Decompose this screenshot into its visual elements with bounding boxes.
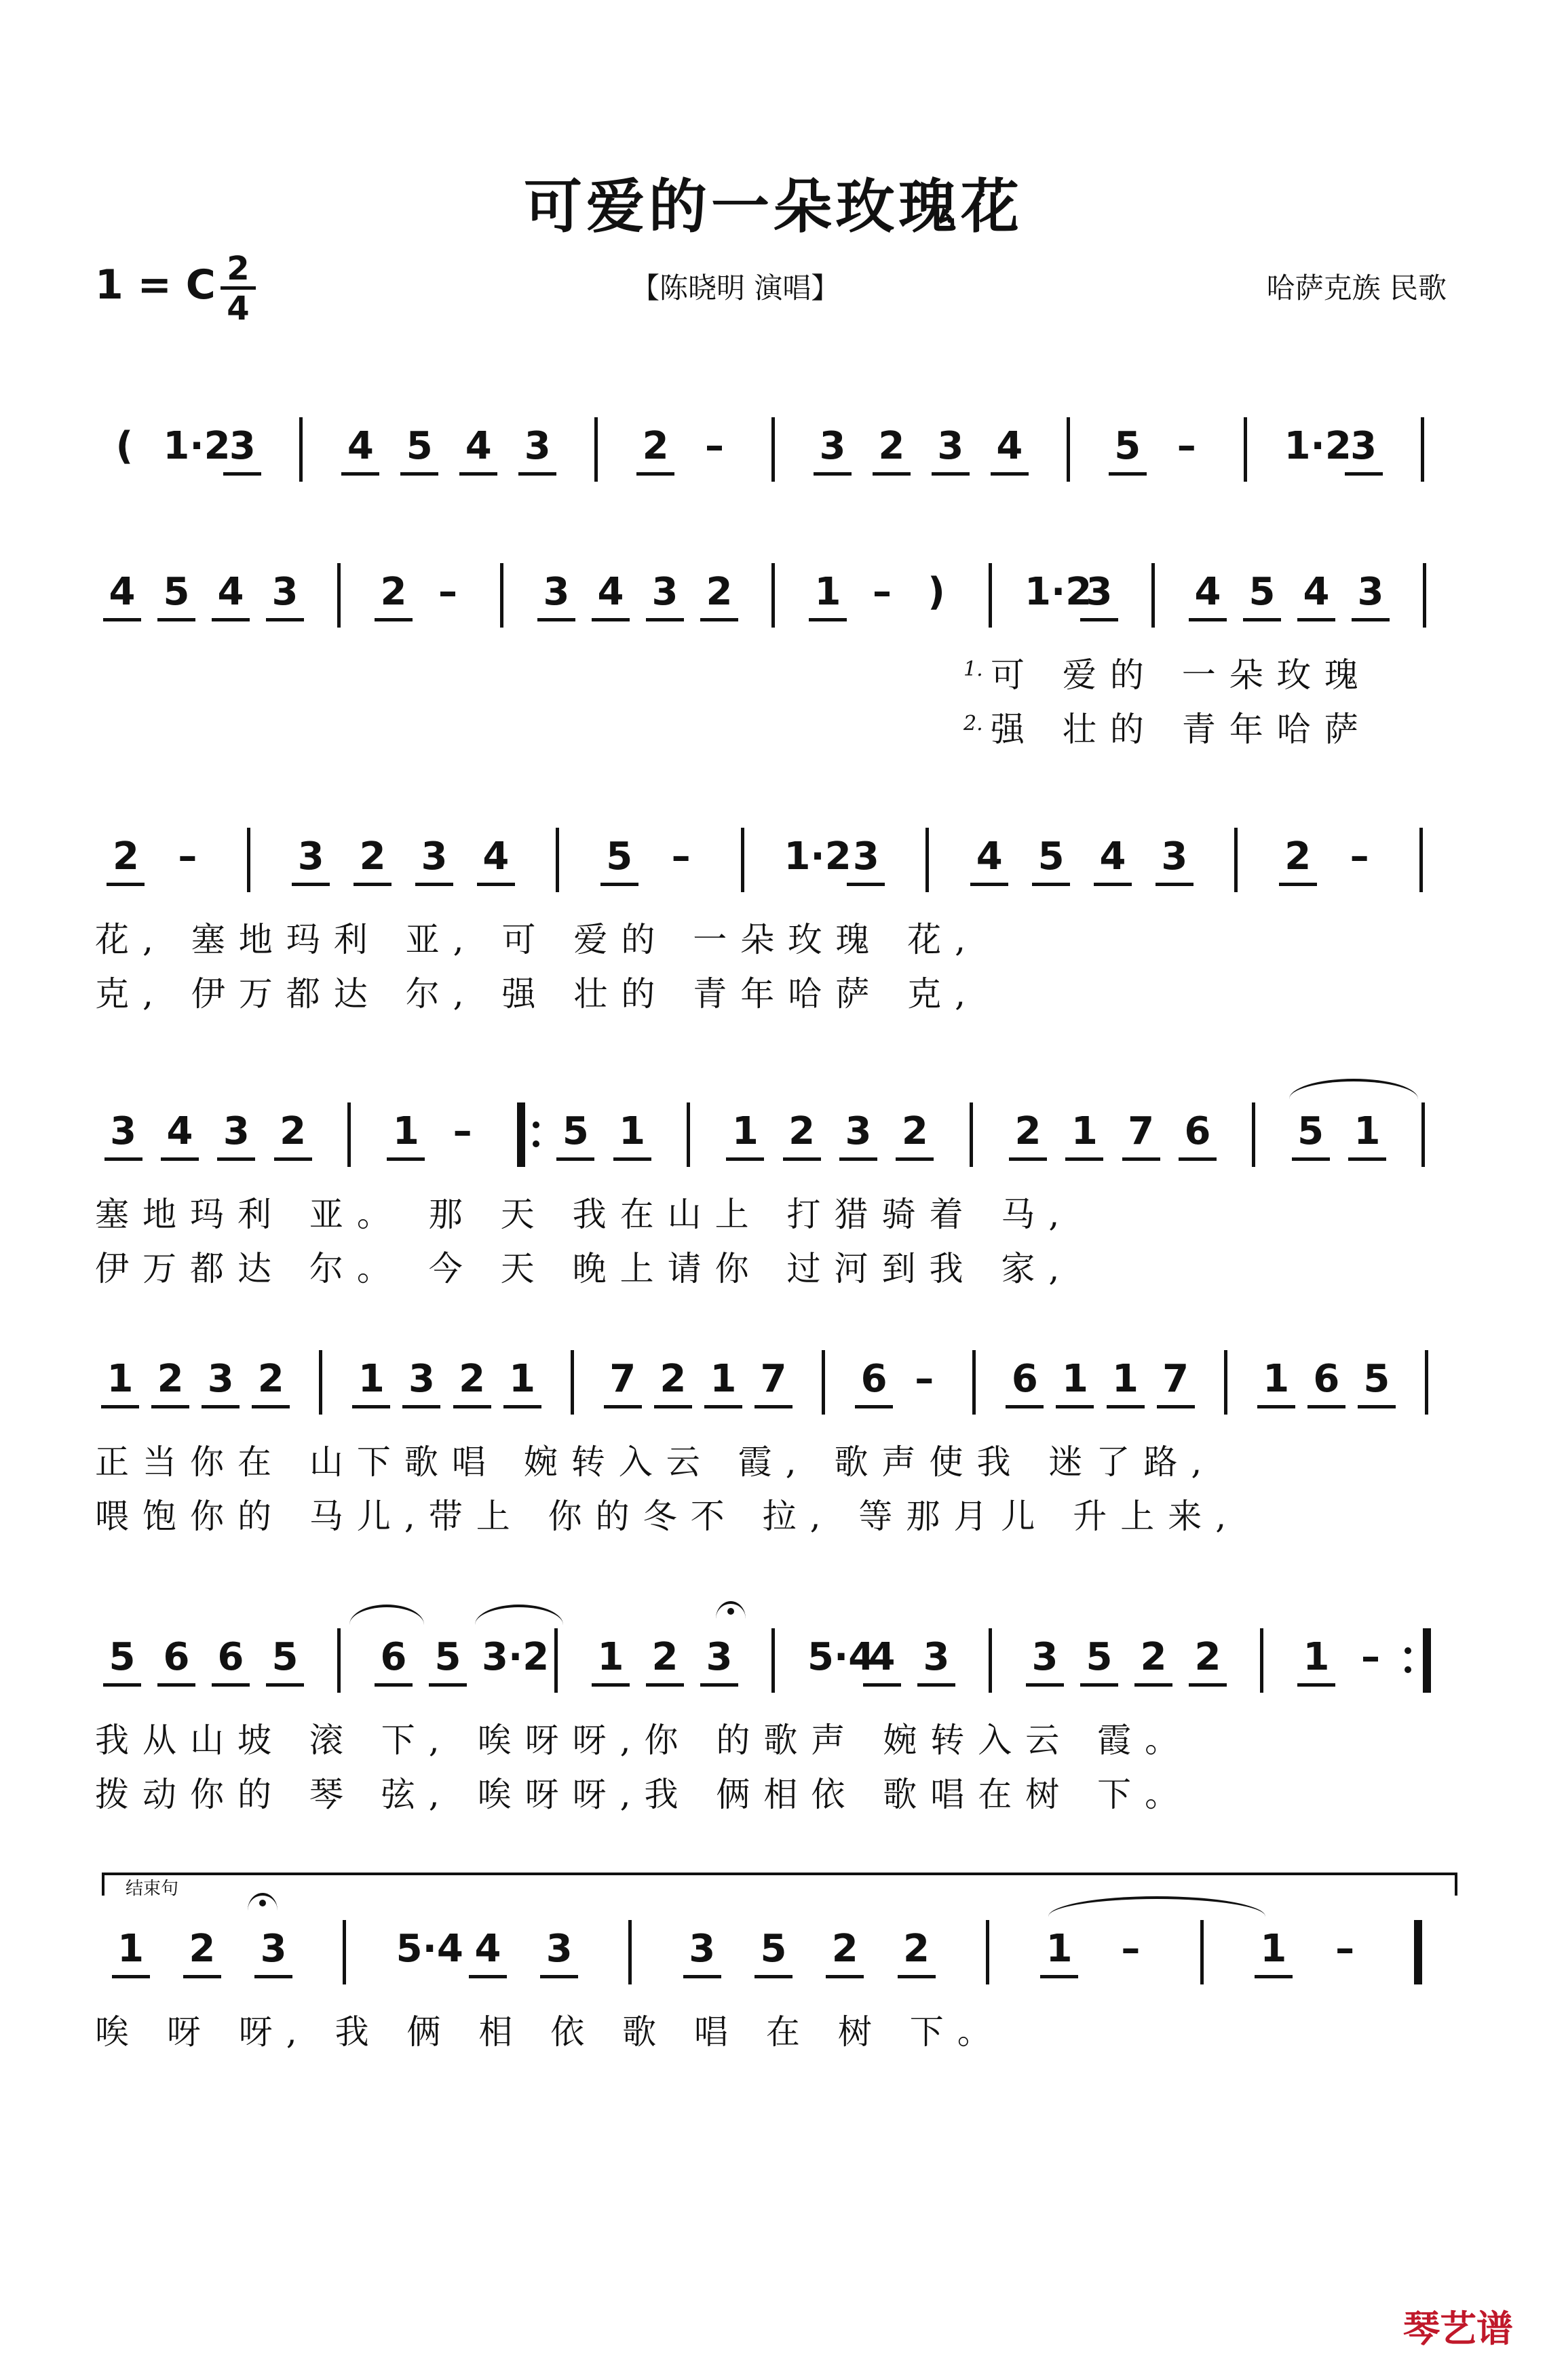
barline	[554, 1628, 558, 1693]
barline	[741, 828, 744, 892]
note: 6	[860, 1357, 887, 1401]
note: 1	[1303, 1635, 1330, 1679]
note: 3	[1086, 570, 1113, 614]
note: 2	[788, 1109, 816, 1153]
note: 3	[297, 834, 324, 879]
note-underline	[556, 1157, 594, 1161]
lyric-line: 克, 伊万都达 尔, 强 壮的 青年哈萨 克,	[95, 974, 980, 1014]
note: 2	[1194, 1635, 1221, 1679]
note-underline	[1179, 1157, 1217, 1161]
note-underline	[477, 883, 515, 886]
note: 1	[814, 570, 841, 614]
note: 3	[937, 424, 964, 468]
note: 4	[474, 1927, 501, 1971]
note: 2	[359, 834, 386, 879]
note: –	[438, 570, 457, 614]
note: 5	[606, 834, 633, 879]
note: 2	[257, 1357, 284, 1401]
barline	[1200, 1920, 1204, 1984]
note: 3	[271, 570, 299, 614]
note: 3	[1161, 834, 1188, 879]
note-underline	[1157, 1405, 1195, 1408]
barline	[1151, 563, 1155, 628]
note: 5	[406, 424, 433, 468]
note-underline	[1189, 1683, 1227, 1687]
barline	[337, 563, 341, 628]
note: 1·2	[784, 834, 852, 879]
note-underline	[453, 1405, 491, 1408]
barline	[925, 828, 929, 892]
note: 6	[1011, 1357, 1038, 1401]
note-underline	[1009, 1157, 1047, 1161]
note: 3	[845, 1109, 872, 1153]
note-underline	[683, 1975, 721, 1978]
note-underline	[1122, 1157, 1160, 1161]
note: 1·2	[1025, 570, 1092, 614]
barline	[517, 1102, 525, 1167]
note-underline	[1109, 472, 1147, 476]
note: 1	[619, 1109, 646, 1153]
note: 3	[229, 424, 256, 468]
barline	[1425, 1350, 1428, 1415]
verse-number: 2.	[963, 712, 983, 735]
barline	[1423, 1628, 1431, 1693]
note: 5	[434, 1635, 461, 1679]
note: 3	[543, 570, 570, 614]
note-underline	[873, 472, 911, 476]
lyric-line: 可 爱的 一朵玫瑰	[991, 655, 1372, 695]
note: 4	[217, 570, 244, 614]
note: (	[115, 424, 134, 468]
note-underline	[1243, 618, 1281, 621]
note: –	[671, 834, 691, 879]
note: 3	[689, 1927, 716, 1971]
note: 2	[157, 1357, 184, 1401]
barline	[1260, 1628, 1263, 1693]
barline	[1421, 1102, 1425, 1167]
note-underline	[252, 1405, 290, 1408]
note: 5·4	[396, 1927, 463, 1971]
note-underline	[855, 1405, 893, 1408]
note: –	[453, 1109, 472, 1153]
note: 7	[609, 1357, 636, 1401]
barline	[1252, 1102, 1255, 1167]
barline	[822, 1350, 825, 1415]
note-underline	[400, 472, 438, 476]
note-underline	[1156, 883, 1193, 886]
repeat-dots	[1405, 1635, 1411, 1685]
note: )	[928, 570, 945, 614]
note: 1	[1061, 1357, 1088, 1401]
note: –	[1177, 424, 1196, 468]
note: 5	[109, 1635, 136, 1679]
barline	[1234, 828, 1238, 892]
note: 1	[597, 1635, 624, 1679]
barline	[1244, 417, 1247, 482]
note: 4	[347, 424, 374, 468]
note: 5	[1086, 1635, 1113, 1679]
note-underline	[700, 618, 738, 621]
note-underline	[592, 1683, 630, 1687]
note: 2	[831, 1927, 858, 1971]
note-underline	[1358, 1405, 1396, 1408]
tie-mark	[1289, 1079, 1418, 1099]
note: 5	[1037, 834, 1065, 879]
origin-credit: 哈萨克族 民歌	[1266, 271, 1447, 305]
barline	[989, 563, 992, 628]
note-underline	[636, 472, 674, 476]
barline	[1067, 417, 1070, 482]
note-underline	[1006, 1405, 1044, 1408]
fermata-mark	[716, 1601, 746, 1619]
note: 6	[380, 1635, 407, 1679]
note: –	[178, 834, 197, 879]
note: –	[705, 424, 725, 468]
note: 4	[996, 424, 1023, 468]
note-underline	[375, 618, 413, 621]
note: 1	[1354, 1109, 1381, 1153]
ending-bracket	[102, 1873, 1457, 1896]
note-underline	[1107, 1405, 1145, 1408]
note: 5	[1363, 1357, 1390, 1401]
note-underline	[604, 1405, 642, 1408]
barline	[347, 1102, 351, 1167]
barline	[687, 1102, 690, 1167]
barline	[299, 417, 303, 482]
note-underline	[654, 1405, 692, 1408]
repeat-dots	[533, 1109, 539, 1159]
note: 3	[651, 570, 679, 614]
note-underline	[932, 472, 970, 476]
note: 2	[1140, 1635, 1167, 1679]
note-underline	[1040, 1975, 1078, 1978]
note-underline	[352, 1405, 390, 1408]
note: 4	[1303, 570, 1330, 614]
note: 5	[1297, 1109, 1324, 1153]
barline	[337, 1628, 341, 1693]
note-underline	[402, 1405, 440, 1408]
note-underline	[1026, 1683, 1064, 1687]
barline	[1414, 1920, 1422, 1984]
note-underline	[726, 1157, 764, 1161]
note: 7	[1128, 1109, 1155, 1153]
note: 2	[651, 1635, 679, 1679]
note-underline	[1279, 883, 1317, 886]
note-underline	[212, 1683, 250, 1687]
lyric-line: 花, 塞地玛利 亚, 可 爱的 一朵玫瑰 花,	[95, 920, 980, 959]
note: 1	[1112, 1357, 1139, 1401]
note-underline	[1056, 1405, 1094, 1408]
time-denominator: 4	[227, 290, 250, 328]
note-underline	[103, 618, 141, 621]
tie-mark	[1048, 1896, 1265, 1917]
note-underline	[459, 472, 497, 476]
note-underline	[592, 618, 630, 621]
lyric-line: 我从山坡 滚 下, 唉呀呀,你 的歌声 婉转入云 霞。	[95, 1721, 1193, 1760]
note: 3	[819, 424, 846, 468]
barline	[972, 1350, 976, 1415]
barline	[556, 828, 559, 892]
note-underline	[151, 1405, 189, 1408]
barline	[343, 1920, 346, 1984]
note: 1	[1260, 1927, 1287, 1971]
note-underline	[266, 1683, 304, 1687]
note-underline	[429, 1683, 467, 1687]
note: 2	[903, 1927, 930, 1971]
barline	[970, 1102, 973, 1167]
note: 3	[1350, 424, 1377, 468]
note-underline	[101, 1405, 139, 1408]
note: 2	[189, 1927, 216, 1971]
note-underline	[826, 1975, 864, 1978]
note: 4	[1099, 834, 1126, 879]
note: 6	[1184, 1109, 1211, 1153]
time-signature	[221, 250, 256, 328]
note: 2	[642, 424, 669, 468]
score-title: 可爱的一朵玫瑰花	[524, 172, 1023, 241]
note: 2	[878, 424, 905, 468]
note-underline	[292, 883, 330, 886]
ending-label: 结束句	[126, 1879, 179, 1899]
note: 5	[1248, 570, 1276, 614]
barline	[500, 563, 503, 628]
note: 3	[706, 1635, 733, 1679]
note: 1·2	[1284, 424, 1352, 468]
note: –	[1335, 1927, 1355, 1971]
note-underline	[375, 1683, 413, 1687]
note-underline	[1297, 618, 1335, 621]
note-underline	[863, 1683, 901, 1687]
note-underline	[1134, 1683, 1172, 1687]
note-underline	[898, 1975, 936, 1978]
note: 4	[482, 834, 510, 879]
note-underline	[755, 1405, 792, 1408]
note: 5	[271, 1635, 299, 1679]
note: 7	[1162, 1357, 1189, 1401]
barline	[571, 1350, 574, 1415]
lyric-line: 喂饱你的 马儿,带上 你的冬不 拉, 等那月儿 升上来,	[95, 1497, 1240, 1536]
note: 4	[868, 1635, 896, 1679]
lyric-line: 唉 呀 呀, 我 俩 相 依 歌 唱 在 树 下。	[95, 2012, 1005, 2052]
note: 2	[901, 1109, 928, 1153]
note-underline	[107, 883, 145, 886]
note-underline	[1348, 1157, 1386, 1161]
key-signature: 1 = C	[95, 261, 216, 309]
note: 2	[459, 1357, 486, 1401]
barline	[594, 417, 598, 482]
note: 1	[731, 1109, 759, 1153]
note-underline	[1189, 618, 1227, 621]
barline	[989, 1628, 992, 1693]
note-underline	[1094, 883, 1132, 886]
note-underline	[266, 618, 304, 621]
note-underline	[1065, 1157, 1103, 1161]
note: –	[1350, 834, 1369, 879]
note: –	[915, 1357, 934, 1401]
note-underline	[537, 618, 575, 621]
note: 1	[358, 1357, 385, 1401]
note-underline	[161, 1157, 199, 1161]
note: 6	[163, 1635, 190, 1679]
note: 1	[117, 1927, 145, 1971]
note-underline	[217, 1157, 255, 1161]
note-underline	[341, 472, 379, 476]
note: 3	[923, 1635, 950, 1679]
tie-mark	[475, 1605, 563, 1625]
note-underline	[104, 1157, 142, 1161]
note-underline	[839, 1157, 877, 1161]
note-underline	[1352, 618, 1390, 621]
note: 4	[166, 1109, 193, 1153]
note: 2	[1014, 1109, 1042, 1153]
note-underline	[274, 1157, 312, 1161]
note-underline	[646, 1683, 684, 1687]
note: –	[873, 570, 892, 614]
note: 3	[1357, 570, 1384, 614]
note: 6	[1313, 1357, 1340, 1401]
note: 6	[217, 1635, 244, 1679]
barline	[319, 1350, 322, 1415]
note: 3	[1031, 1635, 1058, 1679]
barline	[1421, 417, 1424, 482]
note-underline	[518, 472, 556, 476]
note-underline	[1257, 1405, 1295, 1408]
brand-logo: 琴艺谱	[1403, 2307, 1513, 2350]
note-underline	[917, 1683, 955, 1687]
lyric-line: 塞地玛利 亚。 那 天 我在山上 打猎骑着 马,	[95, 1195, 1073, 1234]
barline	[1419, 828, 1423, 892]
note: 2	[380, 570, 407, 614]
note: –	[1361, 1635, 1380, 1679]
barline	[247, 828, 250, 892]
note: 4	[465, 424, 492, 468]
note: 2	[706, 570, 733, 614]
note-underline	[847, 883, 885, 886]
lyric-line: 拨动你的 琴 弦, 唉呀呀,我 俩相依 歌唱在树 下。	[95, 1775, 1193, 1814]
note: 3·2	[482, 1635, 550, 1679]
lyric-line: 伊万都达 尔。 今 天 晚上请你 过河到我 家,	[95, 1249, 1073, 1288]
note-underline	[202, 1405, 240, 1408]
note: 7	[760, 1357, 787, 1401]
note-underline	[755, 1975, 792, 1978]
note: 2	[280, 1109, 307, 1153]
note-underline	[387, 1157, 425, 1161]
note: 3	[207, 1357, 234, 1401]
note-underline	[814, 472, 852, 476]
note: 4	[976, 834, 1003, 879]
note-underline	[1297, 1683, 1335, 1687]
note-underline	[809, 618, 847, 621]
note-underline	[469, 1975, 507, 1978]
tie-mark	[349, 1605, 424, 1625]
note-underline	[183, 1975, 221, 1978]
note-underline	[646, 618, 684, 621]
note-underline	[212, 618, 250, 621]
note: 1	[392, 1109, 419, 1153]
note-underline	[157, 1683, 195, 1687]
note: 5	[1114, 424, 1141, 468]
performer-credit: 【陈晓明 演唱】	[631, 271, 840, 305]
note-underline	[1307, 1405, 1345, 1408]
note: 3	[408, 1357, 435, 1401]
note-underline	[1080, 618, 1118, 621]
verse-number: 1.	[963, 657, 983, 681]
note-underline	[223, 472, 261, 476]
note-underline	[112, 1975, 150, 1978]
barline	[771, 1628, 775, 1693]
note: 4	[1194, 570, 1221, 614]
note: 1	[1263, 1357, 1290, 1401]
note-underline	[1345, 472, 1383, 476]
note: 1	[107, 1357, 134, 1401]
lyric-line: 正当你在 山下歌唱 婉转入云 霞, 歌声使我 迷了路,	[95, 1442, 1216, 1482]
note: –	[1121, 1927, 1141, 1971]
note: 3	[260, 1927, 287, 1971]
note-underline	[1292, 1157, 1330, 1161]
note: 3	[421, 834, 448, 879]
note: 1	[710, 1357, 737, 1401]
note-underline	[704, 1405, 742, 1408]
note: 1·2	[163, 424, 231, 468]
note-underline	[103, 1683, 141, 1687]
note-underline	[991, 472, 1029, 476]
note: 3	[524, 424, 551, 468]
note-underline	[896, 1157, 934, 1161]
note-underline	[157, 618, 195, 621]
note: 2	[660, 1357, 687, 1401]
note-underline	[354, 883, 391, 886]
barline	[1224, 1350, 1227, 1415]
note: 1	[1046, 1927, 1073, 1971]
note: 1	[1071, 1109, 1098, 1153]
note-underline	[613, 1157, 651, 1161]
note: 3	[110, 1109, 137, 1153]
note: 1	[509, 1357, 536, 1401]
barline	[986, 1920, 989, 1984]
note-underline	[1255, 1975, 1293, 1978]
note-underline	[254, 1975, 292, 1978]
note: 2	[1284, 834, 1312, 879]
note: 2	[112, 834, 139, 879]
note-underline	[1080, 1683, 1118, 1687]
note: 5	[163, 570, 190, 614]
note-underline	[503, 1405, 541, 1408]
time-numerator: 2	[221, 252, 256, 290]
barline	[771, 563, 775, 628]
note-underline	[783, 1157, 821, 1161]
note: 4	[597, 570, 624, 614]
note-underline	[700, 1683, 738, 1687]
note-underline	[540, 1975, 578, 1978]
note: 3	[852, 834, 879, 879]
lyric-line: 强 壮的 青年哈萨	[991, 710, 1372, 749]
note: 5·4	[807, 1635, 875, 1679]
note: 4	[109, 570, 136, 614]
note-underline	[1032, 883, 1070, 886]
note: 5	[760, 1927, 787, 1971]
barline	[771, 417, 775, 482]
barline	[628, 1920, 632, 1984]
note-underline	[600, 883, 638, 886]
note: 3	[546, 1927, 573, 1971]
note-underline	[970, 883, 1008, 886]
note: 3	[223, 1109, 250, 1153]
note: 5	[562, 1109, 589, 1153]
note-underline	[415, 883, 453, 886]
barline	[1423, 563, 1426, 628]
